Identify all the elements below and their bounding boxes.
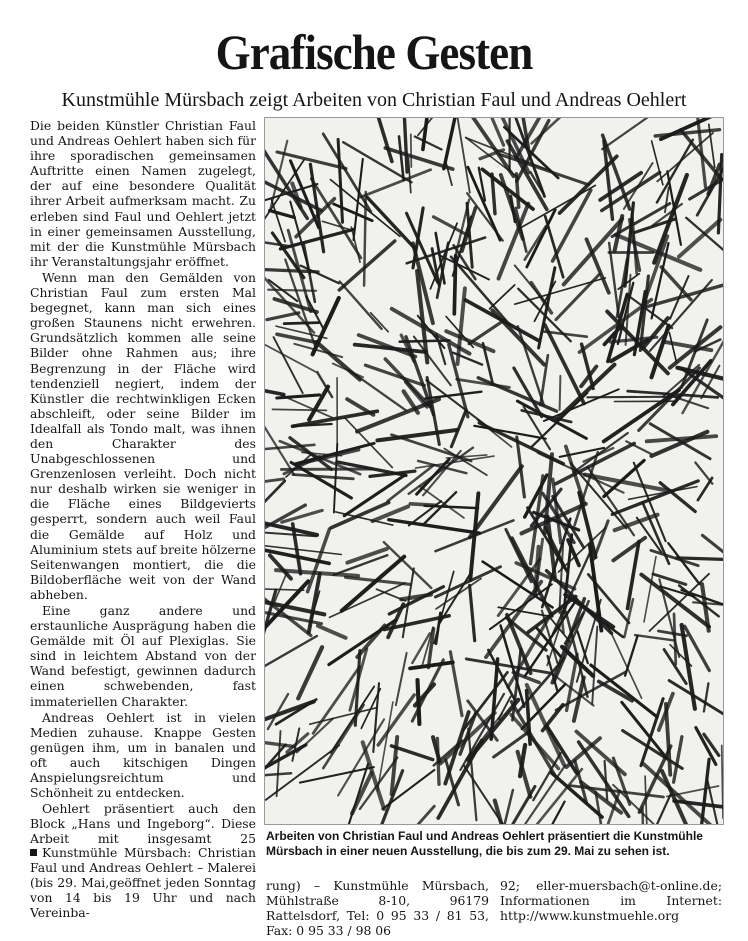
brush-stroke [698,478,712,500]
artwork-photo [264,117,724,825]
photo-caption: Arbeiten von Christian Faul und Andreas Oehlert präsentiert die Kunstmühle Mürsbach in einer neuen Ausstellung, die bis zum 29. Mai zu sehen ist. [266,829,703,858]
brush-stroke [423,118,429,149]
brush-stroke [451,257,510,325]
brush-stroke [647,436,717,441]
brush-stroke [643,808,644,825]
brush-stroke [322,221,350,229]
brush-stroke [281,395,333,418]
article-title: Grafische Gesten [215,24,533,80]
brush-stroke [318,626,346,638]
paragraph-block: Oehlert präsentiert auch den Block „Hans und Ingeborg“. Diese Arbeit mit insgesamt 25 [30,801,256,847]
artwork-strokes [265,118,723,824]
brush-stroke [701,759,709,824]
brush-stroke [525,226,546,259]
brush-stroke [560,376,561,410]
brush-stroke [313,298,339,354]
exhibition-info-contact: 92; eller-muersbach@t-online.de; Informationen im Internet: http://www.kunstmuehle.org [500,878,722,924]
paragraph-intro: Die beiden Künstler Christian Faul und Andreas Oehlert haben sich für ihre sporadischen gemeinsamen Auftritte einen Namen zugelegt, der auf eine besondere Qualität ihrer Arbeit aufmerksam macht. Zu erleben sind Faul und Oehlert jetzt in einer gemeinsamen Ausstellung, mit der die Kunstmühle Mürsbach ihr Veranstaltungsjahr eröffnet. [30,118,256,269]
brush-stroke [323,705,363,768]
brush-stroke [669,333,676,363]
brush-stroke [446,331,493,351]
brush-stroke [469,320,504,343]
brush-stroke [674,801,723,808]
brush-stroke [562,647,593,676]
article-body [30,118,256,848]
brush-stroke [338,139,342,222]
brush-stroke [396,653,407,705]
brush-stroke [265,390,284,395]
brush-stroke [270,555,291,578]
brush-stroke [389,520,480,533]
brush-stroke [704,683,709,711]
brush-stroke [265,636,317,667]
brush-stroke [371,313,388,332]
brush-stroke [653,574,686,584]
brush-stroke [501,790,513,824]
brush-stroke [470,585,475,640]
brush-stroke [425,392,481,399]
brush-stroke [401,595,431,600]
brush-stroke [389,587,443,614]
brush-stroke [679,220,720,257]
brush-stroke [298,647,322,698]
brush-stroke [275,572,287,602]
exhibition-info [30,845,256,920]
brush-stroke [514,368,542,417]
brush-stroke [625,636,637,676]
brush-stroke [707,776,723,824]
brush-stroke [623,731,683,769]
brush-stroke [415,137,442,150]
brush-stroke [635,635,673,640]
brush-stroke [373,683,379,752]
brush-stroke [339,241,395,290]
brush-stroke [410,662,453,668]
brush-stroke [385,148,453,169]
paragraph-faul: Wenn man den Gemälden von Christian Faul zum ersten Mal begegnet, kann man sich eines großen Staunens nicht erwehren. Grundsätzlich kommen alle seine Bilder ohne Rahmen aus; ihre Begrenzung in der Fläche wird tendenziell negiert, indem der Künstler die rechtwinkligen Ecken abschleift, oder seine Bilder im Idealfall als Tondo malt, was ihnen den Charakter des Unabgeschlossenen und Grenzenlosen verleiht. Doch nicht nur deshalb wirken sie weniger in die Fläche eines Bildgevierts gesperrt, sondern auch weil Faul die Gemälde auf Holz und Aluminium stets auf breite hölzerne Seitenwangen montiert, die die Bildoberfläche weit von der Wand abheben. [30,269,256,602]
brush-stroke [367,198,415,249]
brush-stroke [404,118,407,172]
paragraph-plexiglas: Eine ganz andere und erstaunliche Ausprägung haben die Gemälde mit Öl auf Plexiglas. Sie sind in leichtem Abstand von der Wand befestigt, gewinnen dadurch einen schwebenden, fast immateriellen Charakter. [30,603,256,709]
brush-stroke [333,364,363,378]
brush-stroke [411,806,434,824]
brush-stroke [674,737,682,783]
brush-stroke [500,154,589,184]
brush-stroke [602,118,671,149]
brush-stroke [456,118,470,193]
paragraph-oehlert: Andreas Oehlert ist in vielen Medien zuhause. Knappe Gesten genügen ihm, um in banalen und oft auch kitschigen Dingen Anspielungsreichtum und Schönheit zu entdecken. [30,709,256,801]
brush-stroke [644,557,656,623]
brush-stroke [657,140,693,203]
exhibition-info-text: Kunstmühle Mürsbach: Christian Faul und Andreas Oehlert – Malerei (bis 29. Mai,geöffnet jeden Sonntag von 14 bis 19 Uhr und nach Vereinba- [30,845,256,921]
brush-stroke [277,731,281,796]
brush-stroke [411,134,412,167]
brush-stroke [665,187,669,212]
brush-stroke [466,659,549,673]
brush-stroke [435,567,500,597]
brush-stroke [624,163,653,209]
brush-stroke [439,255,489,279]
brush-stroke [265,242,289,246]
brush-stroke [399,136,404,180]
brush-stroke [284,323,319,324]
brush-stroke [265,479,284,484]
brush-stroke [301,266,339,284]
brush-stroke [265,481,285,515]
brush-stroke [273,409,327,410]
brush-stroke [409,448,473,494]
brush-stroke [566,738,600,767]
brush-stroke [364,192,366,286]
brush-stroke [410,504,436,506]
brush-stroke [648,794,671,824]
brush-stroke [423,451,461,495]
brush-stroke [703,535,724,559]
brush-stroke [674,614,676,664]
brush-stroke [634,463,666,542]
brush-stroke [661,267,691,300]
brush-stroke [293,475,353,479]
brush-stroke [556,274,600,320]
brush-stroke [293,411,378,426]
bullet-square-icon [30,849,37,856]
brush-stroke [366,118,392,162]
brush-stroke [347,549,387,563]
brush-stroke [612,481,698,515]
brush-stroke [418,118,446,135]
brush-stroke [267,313,299,320]
brush-stroke [340,282,382,329]
brush-stroke [557,365,614,420]
brush-stroke [270,211,295,218]
brush-stroke [587,397,679,398]
brush-stroke [613,538,645,561]
article-subtitle: Kunstmühle Mürsbach zeigt Arbeiten von Christian Faul und Andreas Oehlert [61,89,687,111]
brush-stroke [451,410,466,447]
brush-stroke [490,285,515,309]
exhibition-info-address: rung) – Kunstmühle Mürsbach, Mühlstraße 8-10, 96179 Rattelsdorf, Tel: 0 95 33 / 81 53, Fax: 0 95 33 / 98 06 [266,878,489,939]
brush-stroke [329,620,396,665]
brush-stroke [377,430,456,440]
brush-stroke [454,256,455,314]
brush-stroke [265,745,286,792]
